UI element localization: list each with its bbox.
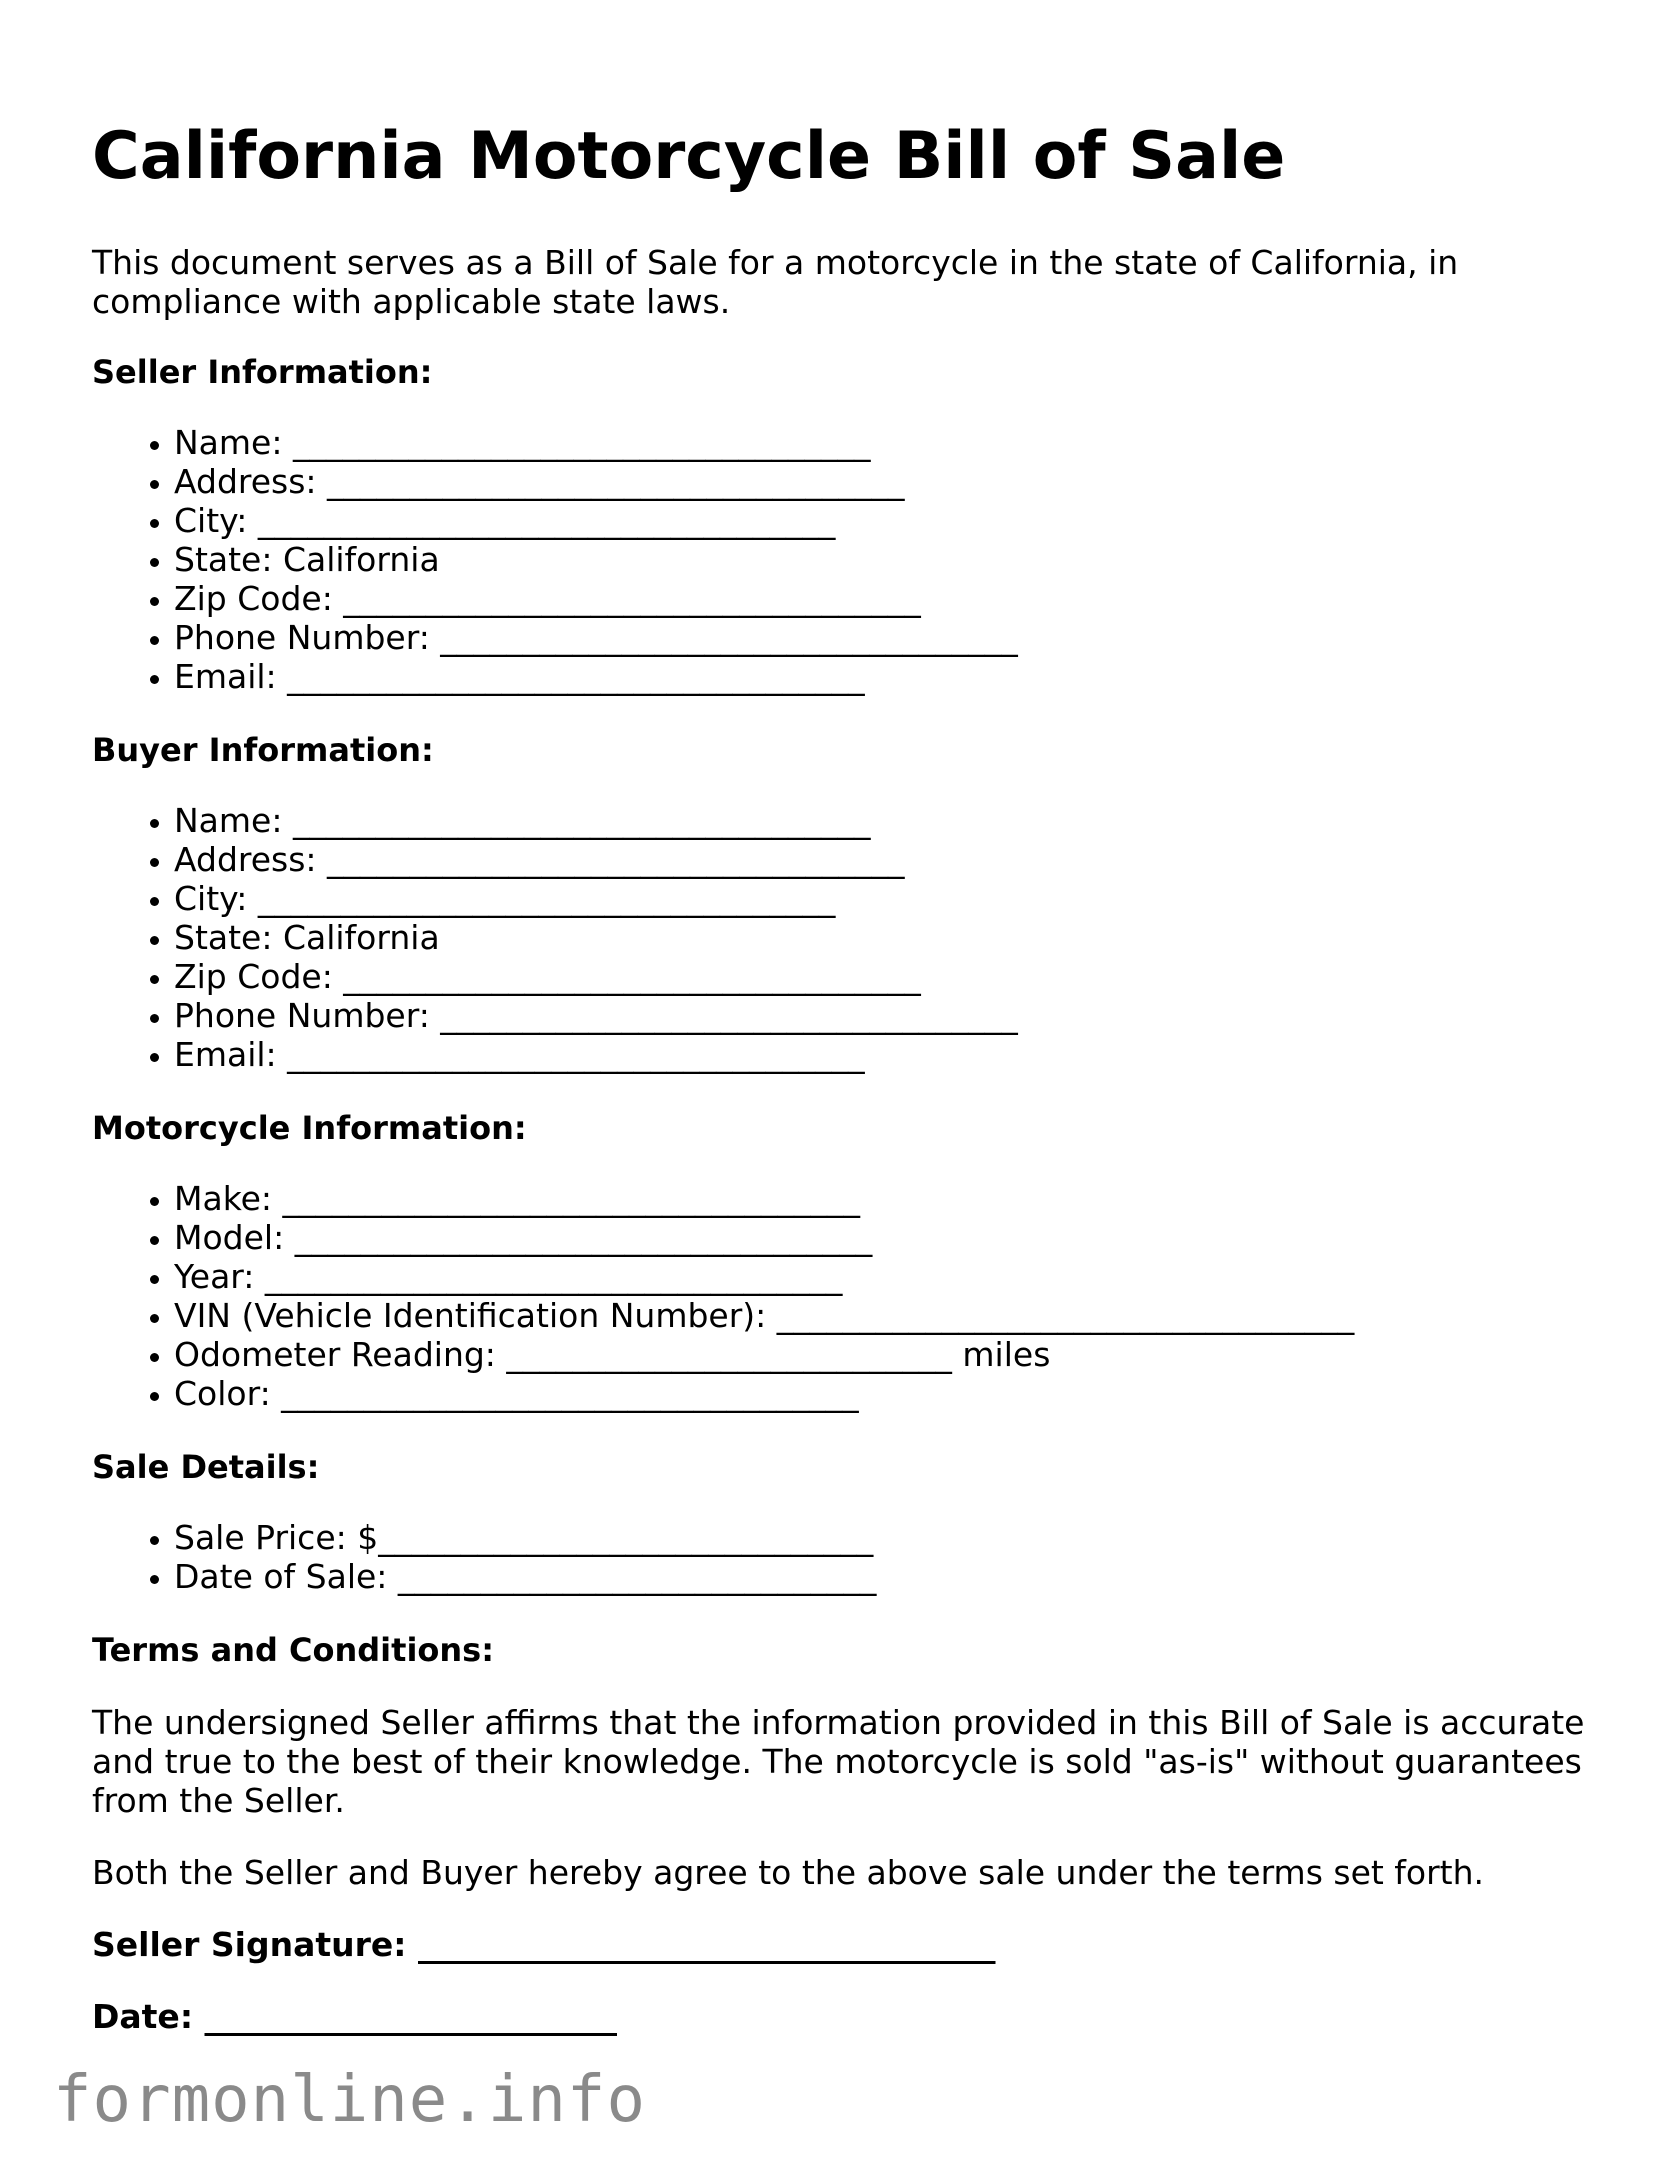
seller-section-heading: Seller Information: <box>92 353 433 391</box>
buyer-email-field: • Email: ___________________________________ <box>174 1035 1018 1074</box>
sale-date-field: • Date of Sale: _____________________________ <box>174 1557 876 1596</box>
intro-paragraph: This document serves as a Bill of Sale for a motorcycle in the state of California, in compliance with applicable state laws. <box>92 243 1459 321</box>
document-title: California Motorcycle Bill of Sale <box>92 119 1286 194</box>
seller-city-field: • City: ___________________________________ <box>174 501 1018 540</box>
sale-section-heading: Sale Details: <box>92 1448 320 1486</box>
buyer-phone-field: • Phone Number: ___________________________________ <box>174 996 1018 1035</box>
motorcycle-section-heading: Motorcycle Information: <box>92 1109 527 1147</box>
seller-phone-field: • Phone Number: ___________________________________ <box>174 618 1018 657</box>
buyer-city-field: • City: ___________________________________ <box>174 879 1018 918</box>
seller-zip-field: • Zip Code: ___________________________________ <box>174 579 1018 618</box>
motorcycle-model-field: • Model: ___________________________________ <box>174 1218 1354 1257</box>
motorcycle-make-field: • Make: ___________________________________ <box>174 1179 1354 1218</box>
terms-paragraph-1: The undersigned Seller affirms that the information provided in this Bill of Sale is accurate and true to the best of their knowledge. The motorcycle is sold "as-is" without guarantees from the Seller. <box>92 1703 1585 1820</box>
motorcycle-vin-field: • VIN (Vehicle Identification Number): ___________________________________ <box>174 1296 1354 1335</box>
seller-name-field: • Name: ___________________________________ <box>174 423 1018 462</box>
buyer-section-heading: Buyer Information: <box>92 731 434 769</box>
seller-address-field: • Address: ___________________________________ <box>174 462 1018 501</box>
buyer-address-field: • Address: ___________________________________ <box>174 840 1018 879</box>
buyer-fields-list <box>92 801 1018 1074</box>
motorcycle-fields-list <box>92 1179 1354 1413</box>
buyer-name-field: • Name: ___________________________________ <box>174 801 1018 840</box>
sale-price-field: • Sale Price: $______________________________ <box>174 1518 876 1557</box>
motorcycle-odometer-field: • Odometer Reading: ___________________________ miles <box>174 1335 1354 1374</box>
buyer-zip-field: • Zip Code: ___________________________________ <box>174 957 1018 996</box>
seller-fields-list <box>92 423 1018 696</box>
motorcycle-year-field: • Year: ___________________________________ <box>174 1257 1354 1296</box>
sale-fields-list <box>92 1518 876 1596</box>
motorcycle-color-field: • Color: ___________________________________ <box>174 1374 1354 1413</box>
seller-email-field: • Email: ___________________________________ <box>174 657 1018 696</box>
watermark: formonline.info <box>53 2063 646 2137</box>
signature-date-line: Date: _________________________ <box>92 1997 618 2036</box>
seller-signature-line: Seller Signature: ___________________________________ <box>92 1925 996 1964</box>
terms-section-heading: Terms and Conditions: <box>92 1631 495 1669</box>
buyer-state-field: • State: California <box>174 918 1018 957</box>
seller-state-field: • State: California <box>174 540 1018 579</box>
terms-paragraph-2: Both the Seller and Buyer hereby agree to the above sale under the terms set forth. <box>92 1853 1485 1892</box>
